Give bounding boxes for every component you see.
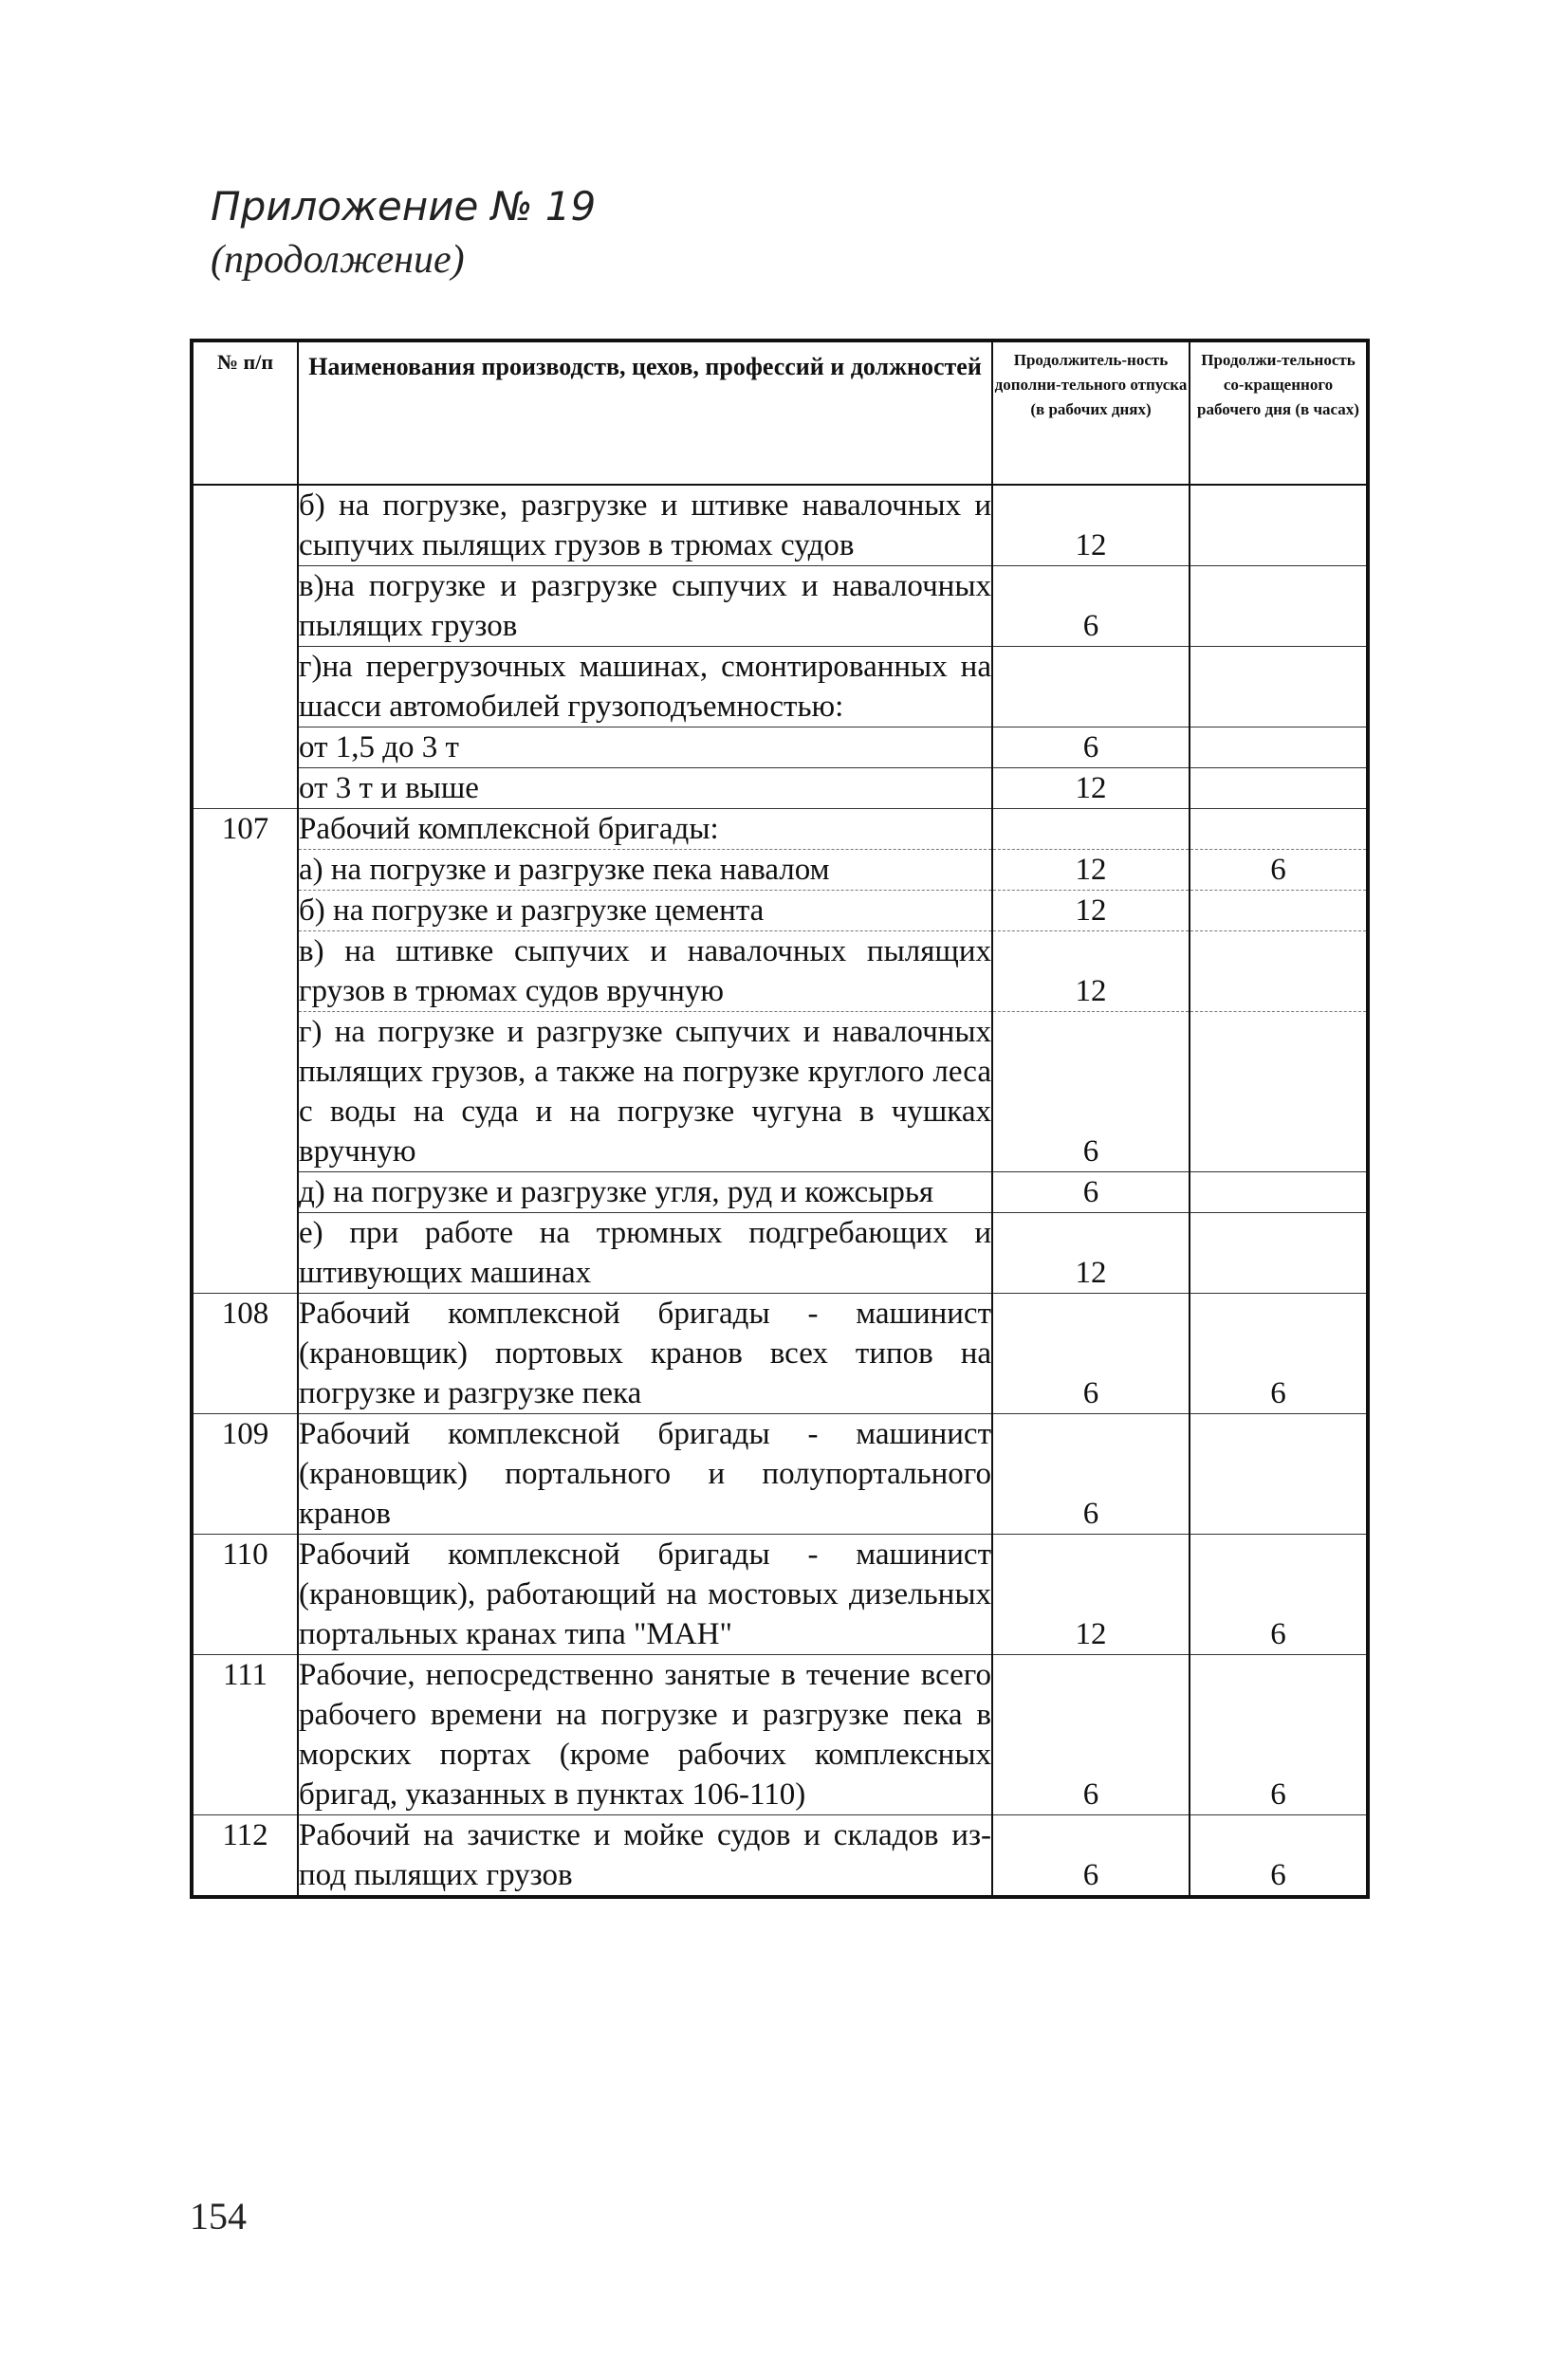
row-name: в)на погрузке и разгрузке сыпучих и навалочных пылящих грузов [298,566,992,647]
table-row [192,1414,1368,1535]
row-number: 112 [192,1815,298,1898]
row-leave: 6 [992,1414,1190,1535]
table-row [192,1012,1368,1172]
table-row [192,891,1368,931]
row-name: Рабочий комплексной бригады: [298,809,992,850]
occupations-table [190,339,1370,1899]
row-hours [1190,1172,1368,1213]
row-leave [992,647,1190,727]
row-leave: 6 [992,1815,1190,1898]
row-name: б) на погрузке, разгрузке и штивке навалочных и сыпучих пылящих грузов в трюмах судов [298,485,992,566]
row-hours: 6 [1190,1655,1368,1815]
table-row [192,727,1368,768]
row-name: Рабочий комплексной бригады - машинист (крановщик) портального и полупортального кранов [298,1414,992,1535]
row-name: д) на погрузке и разгрузке угля, руд и кожсырья [298,1172,992,1213]
row-hours: 6 [1190,850,1368,891]
table-row [192,485,1368,566]
row-leave: 12 [992,850,1190,891]
row-leave [992,809,1190,850]
row-hours [1190,566,1368,647]
row-name: Рабочий на зачистке и мойке судов и складов из-под пылящих грузов [298,1815,992,1898]
row-leave: 6 [992,566,1190,647]
row-leave: 12 [992,931,1190,1012]
row-name: е) при работе на трюмных подгребающих и штивующих машинах [298,1213,992,1294]
row-name: Рабочий комплексной бригады - машинист (крановщик), работающий на мостовых дизельных портальных кранах типа "МАН" [298,1535,992,1655]
row-hours [1190,809,1368,850]
row-leave: 6 [992,727,1190,768]
page-number: 154 [190,2195,247,2237]
table-row [192,1655,1368,1815]
row-hours [1190,931,1368,1012]
table-row [192,1294,1368,1414]
row-number: 108 [192,1294,298,1414]
row-leave: 6 [992,1294,1190,1414]
row-leave: 12 [992,485,1190,566]
row-hours [1190,727,1368,768]
table-row [192,1815,1368,1898]
row-leave: 6 [992,1172,1190,1213]
table-row [192,850,1368,891]
row-name: Рабочие, непосредственно занятые в течение всего рабочего времени на погрузке и разгрузке пека в морских портах (кроме рабочих комплексных бригад, указанных в пунктах 106-110) [298,1655,992,1815]
row-leave: 12 [992,1535,1190,1655]
row-hours: 6 [1190,1815,1368,1898]
row-hours [1190,1213,1368,1294]
table-row [192,809,1368,850]
table-row [192,1172,1368,1213]
row-leave: 12 [992,768,1190,809]
row-leave: 12 [992,891,1190,931]
document-heading [211,180,596,286]
row-hours: 6 [1190,1294,1368,1414]
appendix-subtitle: (продолжение) [211,238,465,282]
row-number: 110 [192,1535,298,1655]
row-name: Рабочий комплексной бригады - машинист (крановщик) портовых кранов всех типов на погрузке и разгрузке пека [298,1294,992,1414]
row-number [192,485,298,809]
row-number: 107 [192,809,298,1294]
row-hours [1190,768,1368,809]
row-number: 111 [192,1655,298,1815]
header-extra-leave: Продолжитель-ность дополни-тельного отпуска (в рабочих днях) [992,341,1190,485]
table-row [192,1535,1368,1655]
row-name: б) на погрузке и разгрузке цемента [298,891,992,931]
row-name: а) на погрузке и разгрузке пека навалом [298,850,992,891]
header-number: № п/п [192,341,298,485]
table-row [192,647,1368,727]
row-name: от 3 т и выше [298,768,992,809]
row-name: г)на перегрузочных машинах, смонтированных на шасси автомобилей грузоподъемностью: [298,647,992,727]
table-row [192,566,1368,647]
row-leave: 6 [992,1012,1190,1172]
table-row [192,1213,1368,1294]
row-hours [1190,891,1368,931]
row-name: в) на штивке сыпучих и навалочных пылящих грузов в трюмах судов вручную [298,931,992,1012]
row-hours [1190,1012,1368,1172]
table-row [192,931,1368,1012]
row-leave: 6 [992,1655,1190,1815]
appendix-title: Приложение № 19 [211,183,597,230]
row-leave: 12 [992,1213,1190,1294]
row-number: 109 [192,1414,298,1535]
table-row [192,768,1368,809]
header-name: Наименования производств, цехов, профессий и должностей [298,341,992,485]
row-hours [1190,1414,1368,1535]
row-hours: 6 [1190,1535,1368,1655]
table-header-row [192,341,1368,485]
row-name: г) на погрузке и разгрузке сыпучих и навалочных пылящих грузов, а также на погрузке круглого леса с воды на суда и на погрузке чугуна в чушках вручную [298,1012,992,1172]
row-name: от 1,5 до 3 т [298,727,992,768]
row-hours [1190,485,1368,566]
header-reduced-hours: Продолжи-тельность со-кращенного рабочего дня (в часах) [1190,341,1368,485]
row-hours [1190,647,1368,727]
